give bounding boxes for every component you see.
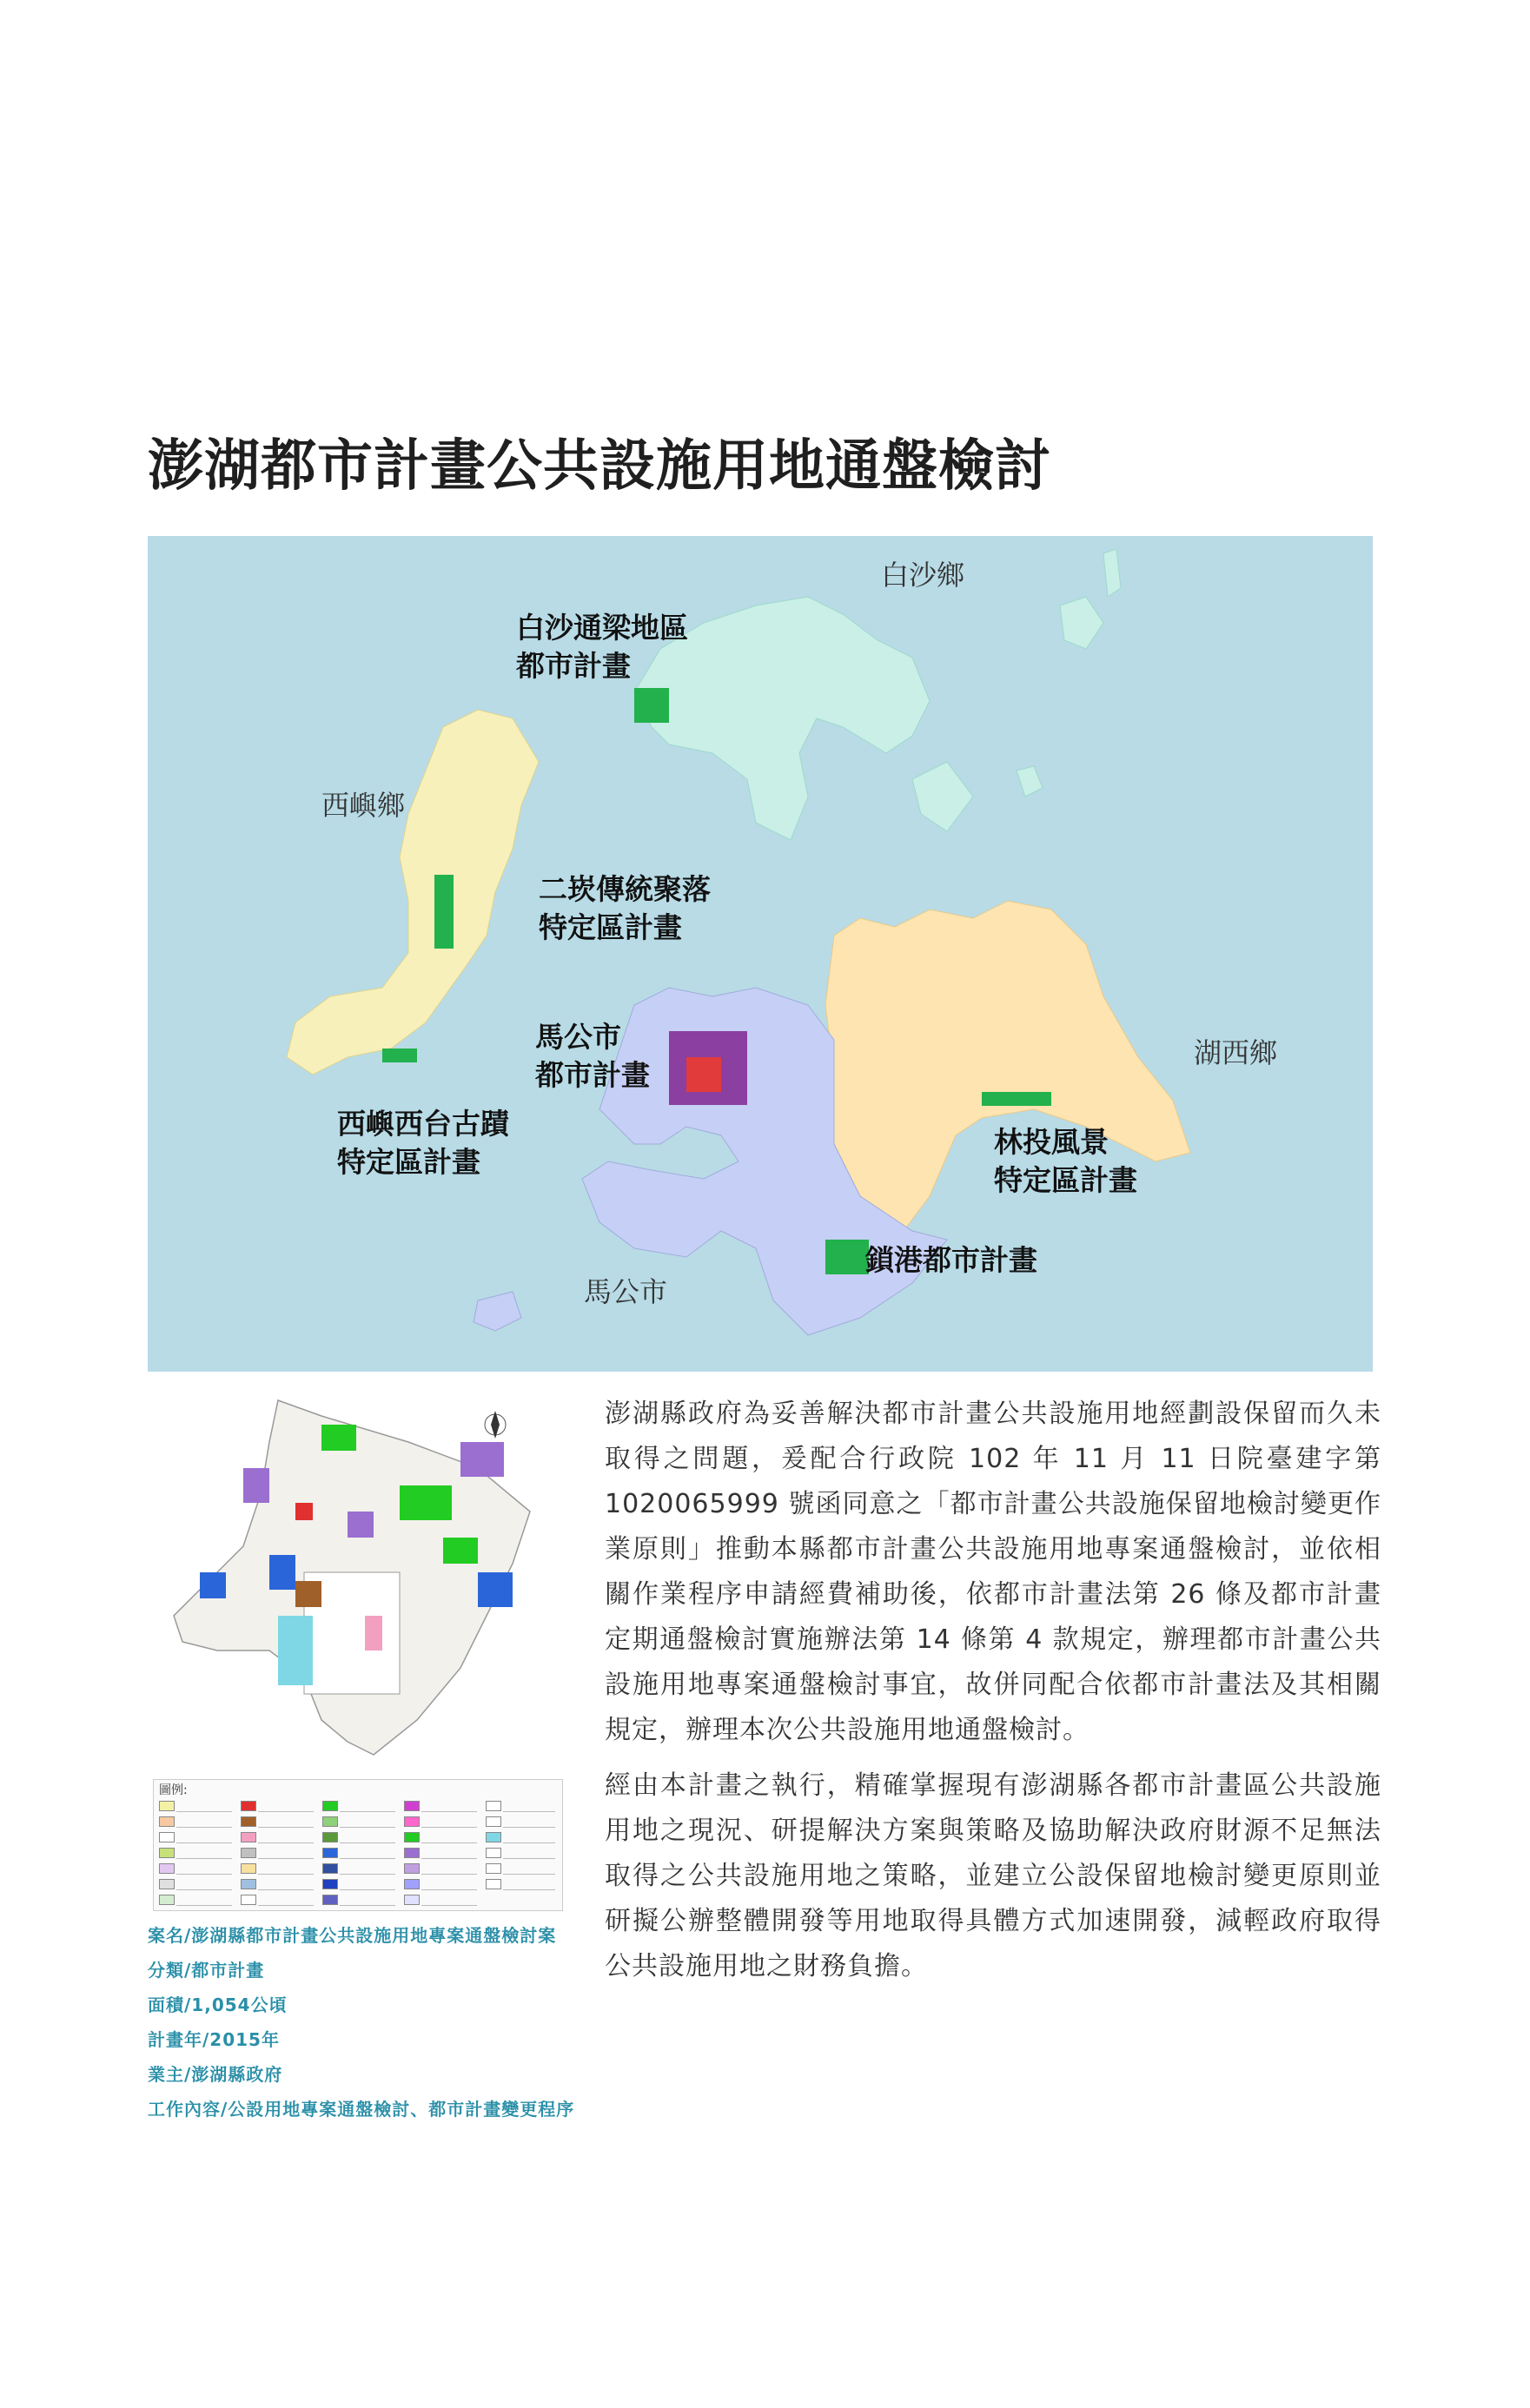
baisha-islet-2 <box>1103 549 1121 597</box>
plan-erkan <box>434 875 454 949</box>
xiyu-island <box>287 710 539 1075</box>
penghu-map <box>148 536 1373 1372</box>
zoning-purple-1 <box>460 1442 504 1477</box>
zoning-blue-2 <box>200 1572 226 1598</box>
plan-baisha-tongliang <box>634 688 669 723</box>
project-meta <box>148 1918 599 2127</box>
body-paragraph-2: 經由本計畫之執行，精確掌握現有澎湖縣各都市計畫區公共設施用地之現況、研提解決方案與策略及協助解決政府財源不足無法取得之公共設施用地之策略，並建立公設保留地檢討變更原則並研擬公辦整體開發等用地取得具體方式加速開發，減輕政府取得公共設施用地之財務負擔。 <box>605 1770 1381 1981</box>
plan-magong-2 <box>686 1057 721 1092</box>
label-magong-plan <box>535 1018 650 1095</box>
meta-work: 工作內容/公設用地專案通盤檢討、都市計畫變更程序 <box>148 2099 575 2120</box>
label-line: 西嶼西台古蹟 <box>337 1107 509 1141</box>
label-lintou-plan <box>994 1123 1137 1200</box>
baisha-islet-4 <box>912 762 973 831</box>
body-text <box>605 1392 1381 2000</box>
zoning-svg <box>148 1390 565 1772</box>
magong-zoning-map <box>148 1390 565 1772</box>
zoning-red-1 <box>295 1503 313 1520</box>
label-huxi-township: 湖西鄉 <box>1194 1036 1278 1069</box>
label-line: 都市計畫 <box>535 1058 650 1092</box>
zoning-blue-1 <box>478 1572 513 1607</box>
label-baisha-plan <box>516 609 688 685</box>
plan-lintou <box>982 1092 1051 1106</box>
zoning-purple-2 <box>243 1468 269 1503</box>
zoning-pink-1 <box>365 1616 382 1651</box>
label-erkan-plan <box>539 870 711 947</box>
label-line: 林投風景 <box>994 1125 1109 1159</box>
magong-islet <box>474 1292 521 1331</box>
label-line: 特定區計畫 <box>539 910 682 944</box>
zoning-water <box>278 1616 313 1685</box>
label-line: 特定區計畫 <box>337 1145 480 1179</box>
map-legend <box>153 1779 563 1911</box>
label-xiyu-township: 西嶼鄉 <box>321 789 406 822</box>
label-suogang-plan <box>865 1241 1037 1280</box>
label-line: 特定區計畫 <box>994 1163 1137 1197</box>
plan-xitai <box>382 1049 417 1062</box>
islands-svg <box>148 536 1373 1372</box>
label-xitai-plan <box>337 1105 509 1181</box>
label-line: 都市計畫 <box>516 649 631 683</box>
page-title: 澎湖都市計畫公共設施用地通盤檢討 <box>148 434 1051 499</box>
meta-year: 計畫年/2015年 <box>148 2029 280 2050</box>
baisha-islet-1 <box>1060 597 1103 649</box>
meta-case-name: 案名/澎湖縣都市計畫公共設施用地專案通盤檢討案 <box>148 1925 557 1946</box>
zoning-green-1 <box>400 1485 452 1520</box>
label-line: 馬公市 <box>535 1020 621 1054</box>
baisha-islet-3 <box>1017 766 1043 797</box>
body-paragraph-1: 澎湖縣政府為妥善解決都市計畫公共設施用地經劃設保留而久未取得之問題，爰配合行政院 102 年 11 月 11 日院臺建字第 1020065999 號函同意之「都市計畫公共設施保留地檢討變更作業原則」推動本縣都市計畫公共設施用地專案通盤檢討，並依相關作業程序申請經費補助後，依都市計畫法第 26 條及都市計畫定期通盤檢討實施辦法第 14 條第 4 款規定，辦理都市計畫公共設施用地專案通盤檢討事宜，故併同配合依都市計畫法及其相關規定，辦理本次公共設施用地通盤檢討。 <box>605 1399 1381 1745</box>
meta-category: 分類/都市計畫 <box>148 1960 265 1981</box>
zoning-green-2 <box>321 1425 356 1451</box>
zoning-blue-3 <box>269 1555 295 1590</box>
zoning-brown <box>295 1581 321 1607</box>
label-baisha-township: 白沙鄉 <box>881 559 965 592</box>
plan-suogang <box>825 1240 869 1274</box>
legend-title: 圖例: <box>159 1783 188 1797</box>
label-line: 白沙通梁地區 <box>516 611 688 645</box>
label-line: 二崁傳統聚落 <box>539 872 711 906</box>
label-line: 鎖港都市計畫 <box>865 1243 1037 1277</box>
meta-owner: 業主/澎湖縣政府 <box>148 2064 283 2085</box>
meta-area: 面積/1,054公頃 <box>148 1995 288 2015</box>
zoning-green-3 <box>443 1538 478 1564</box>
label-magong-township: 馬公市 <box>584 1275 668 1308</box>
zoning-purple-3 <box>348 1512 374 1538</box>
